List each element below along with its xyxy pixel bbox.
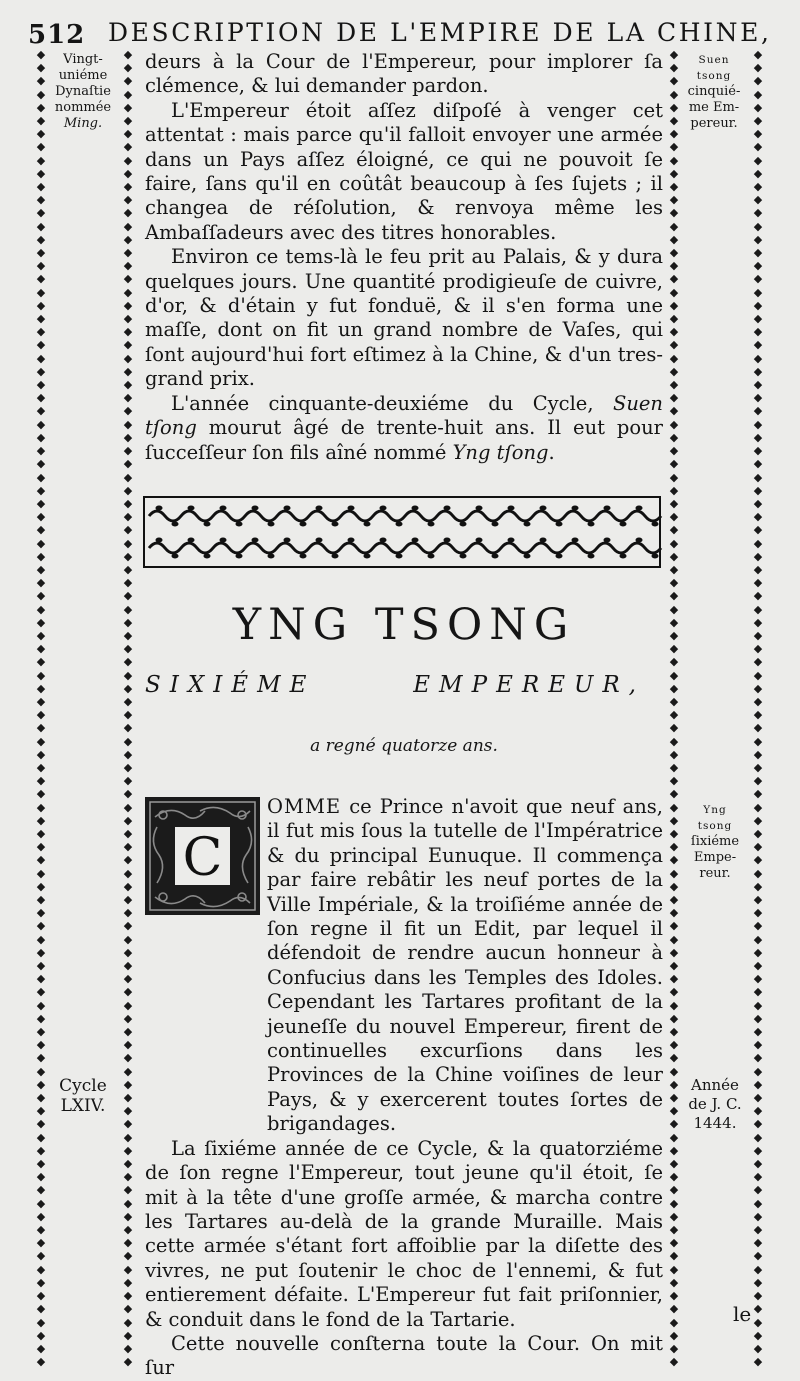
margin-note-line: Année [691, 1076, 739, 1094]
margin-note-line: Vingt- [63, 52, 103, 67]
vine-leaf [556, 554, 563, 559]
text-run: mourut âgé de trente-huit ans. Il eut pour ſucceſſeur ſon fils aîné nommé [145, 416, 663, 464]
vine-leaf [604, 538, 611, 543]
vine-leaf [604, 506, 611, 511]
vine-leaf [316, 538, 323, 543]
vine-leaf [476, 506, 483, 511]
vine-leaf [556, 522, 563, 527]
text-run: ce Prince n'avoit que neuf ans, il fut mis ſous la tutelle de l'Impératrice & du principal Eunuque. Il commença par faire rebâtir les neuf portes de la Ville Impériale, & la troiſiéme année de ſon regne il fit un Edit, par lequel il défendoit de rendre aucun honneur à Confucius dans les Temples des Idoles. Cependant les Tartares profitant de la jeuneſſe du nouvel Empereur, firent de continuelles excurſions dans les Provinces de la Chine voiſines de leur Pays, & y exercerent toutes ſortes de brigandages. [267, 795, 663, 1136]
reign-length: a regné quatorze ans. [310, 736, 498, 756]
chapter-title: YNG TSONG [232, 600, 576, 650]
vine-leaf [540, 538, 547, 543]
vine-leaf [636, 538, 643, 543]
vine-leaf [540, 506, 547, 511]
vine-leaf [588, 522, 595, 527]
margin-note-line: Suen [698, 54, 730, 66]
vine-leaf [508, 506, 515, 511]
vine-leaf [156, 538, 163, 543]
vine-leaf [188, 506, 195, 511]
vine-leaf [444, 538, 451, 543]
vine-leaf [428, 554, 435, 559]
text-run: L'année cinquante-deuxiéme du Cycle, [171, 391, 613, 415]
margin-note-dynasty [46, 52, 120, 132]
margin-note-yng-tsong [680, 802, 750, 882]
vine-leaf [380, 506, 387, 511]
text-block-yng-tsong [145, 795, 663, 1381]
margin-note-year [680, 1076, 750, 1133]
vine-leaf [460, 554, 467, 559]
vine-leaf [524, 554, 531, 559]
vine-leaf [252, 506, 259, 511]
vine-leaf [524, 522, 531, 527]
paragraph: Cette nouvelle conſterna toute la Cour. On mit ſur [145, 1331, 663, 1380]
first-word: OMME [267, 795, 342, 818]
ornamental-rule-inner-left: ◆ ◆ ◆ ◆ ◆ ◆ ◆ ◆ ◆ ◆ ◆ ◆ ◆ ◆ ◆ ◆ ◆ ◆ ◆ ◆ ◆ ◆ ◆ ◆ ◆ ◆ ◆ ◆ ◆ ◆ ◆ ◆ ◆ ◆ ◆ ◆ ◆ ◆ ◆ ◆ ◆ ◆ ◆ ◆ ◆ ◆ ◆ ◆ ◆ ◆ ◆ ◆ ◆ ◆ ◆ ◆ ◆ ◆ ◆ ◆ ◆ ◆ ◆ ◆ ◆ ◆ ◆ ◆ ◆ ◆ ◆ ◆ ◆ ◆ ◆ ◆ ◆ ◆ ◆ ◆ ◆ ◆ ◆ ◆ ◆ ◆ ◆ ◆ ◆ ◆ ◆ ◆ ◆ ◆ ◆ ◆ ◆ ◆ ◆ ◆ [123, 48, 133, 1369]
chapter-subtitle [145, 672, 663, 698]
margin-note-line: ſixiéme [690, 834, 740, 849]
vine-leaf [476, 538, 483, 543]
vine-leaf [220, 506, 227, 511]
margin-note-line: LXIV. [60, 1096, 106, 1116]
margin-note-suen-tsong [678, 52, 750, 132]
vine-leaf [236, 522, 243, 527]
margin-note-line: Ming. [63, 116, 103, 131]
vine-leaf [236, 554, 243, 559]
vine-leaf [364, 554, 371, 559]
margin-note-line: nommée [54, 100, 112, 115]
margin-note-cycle [46, 1076, 120, 1116]
drop-cap-letter: C [182, 828, 223, 888]
running-title: DESCRIPTION DE L'EMPIRE DE LA CHINE, [108, 18, 772, 47]
vine-leaf [348, 506, 355, 511]
vine-leaf [348, 538, 355, 543]
margin-note-line: Empe- [693, 850, 737, 865]
vine-leaf [396, 554, 403, 559]
vine-leaf [268, 522, 275, 527]
subtitle-word: EMPEREUR, [413, 672, 645, 698]
vine-leaf [588, 554, 595, 559]
page-number: 512 [28, 20, 86, 50]
text-block-suen-tsong [145, 50, 663, 465]
vine-leaf [396, 522, 403, 527]
text-run: . [548, 440, 555, 464]
margin-note-line: me Em- [688, 100, 740, 115]
name-italic: Yng tſong [452, 440, 549, 464]
name-italic: Suen tſong [145, 391, 663, 440]
vine-leaf [204, 554, 211, 559]
vine-leaf [636, 506, 643, 511]
subtitle-word: SIXIÉME [145, 672, 316, 698]
margin-note-line: Cycle [59, 1076, 107, 1096]
vine-leaf [412, 506, 419, 511]
margin-note-line: pereur. [690, 116, 738, 131]
vine-leaf [428, 522, 435, 527]
paragraph: La ſixiéme année de ce Cycle, & la quatorziéme de ſon regne l'Empereur, tout jeune qu'il étoit, ſe mit à la tête d'une groſſe armée, & marcha contre les Tartares au-delà de la grande Muraille. Mais cette armée s'étant fort affoiblie par la diſette des vivres, ne put ſoutenir le choc de l'ennemi, & fut entierement défaite. L'Empereur fut fait priſonnier, & conduit dans le fond de la Tartarie. [145, 1136, 663, 1331]
ornamental-rule-inner-right: ◆ ◆ ◆ ◆ ◆ ◆ ◆ ◆ ◆ ◆ ◆ ◆ ◆ ◆ ◆ ◆ ◆ ◆ ◆ ◆ ◆ ◆ ◆ ◆ ◆ ◆ ◆ ◆ ◆ ◆ ◆ ◆ ◆ ◆ ◆ ◆ ◆ ◆ ◆ ◆ ◆ ◆ ◆ ◆ ◆ ◆ ◆ ◆ ◆ ◆ ◆ ◆ ◆ ◆ ◆ ◆ ◆ ◆ ◆ ◆ ◆ ◆ ◆ ◆ ◆ ◆ ◆ ◆ ◆ ◆ ◆ ◆ ◆ ◆ ◆ ◆ ◆ ◆ ◆ ◆ ◆ ◆ ◆ ◆ ◆ ◆ ◆ ◆ ◆ ◆ ◆ ◆ ◆ ◆ ◆ ◆ ◆ ◆ ◆ ◆ [669, 48, 679, 1369]
vine-leaf [572, 506, 579, 511]
paragraph: deurs à la Cour de l'Empereur, pour implorer ſa clémence, & lui demander pardon. [145, 50, 663, 98]
vine-leaf [316, 506, 323, 511]
vine-leaf [220, 538, 227, 543]
margin-note-line: cinquié- [687, 84, 741, 99]
vine-leaf [204, 522, 211, 527]
vine-leaf [492, 522, 499, 527]
vine-leaf [364, 522, 371, 527]
ornamental-rule-outer-right: ◆ ◆ ◆ ◆ ◆ ◆ ◆ ◆ ◆ ◆ ◆ ◆ ◆ ◆ ◆ ◆ ◆ ◆ ◆ ◆ ◆ ◆ ◆ ◆ ◆ ◆ ◆ ◆ ◆ ◆ ◆ ◆ ◆ ◆ ◆ ◆ ◆ ◆ ◆ ◆ ◆ ◆ ◆ ◆ ◆ ◆ ◆ ◆ ◆ ◆ ◆ ◆ ◆ ◆ ◆ ◆ ◆ ◆ ◆ ◆ ◆ ◆ ◆ ◆ ◆ ◆ ◆ ◆ ◆ ◆ ◆ ◆ ◆ ◆ ◆ ◆ ◆ ◆ ◆ ◆ ◆ ◆ ◆ ◆ ◆ ◆ ◆ ◆ ◆ ◆ ◆ ◆ ◆ ◆ ◆ ◆ ◆ ◆ ◆ ◆ [753, 48, 763, 1369]
vine-ornament-band [143, 496, 661, 568]
paragraph [145, 392, 663, 465]
vine-leaf [444, 506, 451, 511]
vine-leaf [652, 522, 659, 527]
vine-stroke [149, 543, 661, 553]
margin-note-line: reur. [699, 866, 731, 881]
vine-leaf [492, 554, 499, 559]
vine-leaf [460, 522, 467, 527]
vine-leaf [268, 554, 275, 559]
vine-leaf [284, 538, 291, 543]
vine-leaf [380, 538, 387, 543]
vine-leaf [508, 538, 515, 543]
vine-leaf [252, 538, 259, 543]
margin-note-line: Dynaſtie [55, 84, 111, 99]
paragraph: Environ ce tems-là le feu prit au Palais, & y dura quelques jours. Une quantité prodigieuſe de cuivre, d'or, & d'étain y fut fonduë, & il s'en forma une maſſe, dont on fit un grand nombre de Vaſes, qui ſont aujourd'hui fort eſtimez à la Chine, & d'un tres-grand prix. [145, 245, 663, 391]
vine-leaf [620, 522, 627, 527]
margin-note-line: Yng [703, 804, 727, 816]
catchword: le [733, 1302, 752, 1326]
vine-leaf [172, 522, 179, 527]
vine-leaf [620, 554, 627, 559]
paragraph: L'Empereur étoit aſſez diſpoſé à venger cet attentat : mais parce qu'il falloit envoyer une armée dans un Pays aſſez éloigné, ce qui ne pouvoit ſe faire, ſans qu'il en coûtât beaucoup à ſes ſujets ; il changea de réſolution, & renvoya même les Ambaſſadeurs avec des titres honorables. [145, 98, 663, 244]
paragraph [267, 795, 663, 1137]
vine-leaf [300, 522, 307, 527]
vine-stroke [149, 511, 661, 521]
margin-note-line: tsong [697, 820, 733, 832]
margin-note-line: de J. C. [688, 1095, 742, 1113]
ornamental-rule-outer-left: ◆ ◆ ◆ ◆ ◆ ◆ ◆ ◆ ◆ ◆ ◆ ◆ ◆ ◆ ◆ ◆ ◆ ◆ ◆ ◆ ◆ ◆ ◆ ◆ ◆ ◆ ◆ ◆ ◆ ◆ ◆ ◆ ◆ ◆ ◆ ◆ ◆ ◆ ◆ ◆ ◆ ◆ ◆ ◆ ◆ ◆ ◆ ◆ ◆ ◆ ◆ ◆ ◆ ◆ ◆ ◆ ◆ ◆ ◆ ◆ ◆ ◆ ◆ ◆ ◆ ◆ ◆ ◆ ◆ ◆ ◆ ◆ ◆ ◆ ◆ ◆ ◆ ◆ ◆ ◆ ◆ ◆ ◆ ◆ ◆ ◆ ◆ ◆ ◆ ◆ ◆ ◆ ◆ ◆ ◆ ◆ ◆ ◆ ◆ ◆ [36, 48, 46, 1369]
vine-leaf [284, 506, 291, 511]
vine-leaf [652, 554, 659, 559]
vine-leaf [332, 554, 339, 559]
vine-leaf [300, 554, 307, 559]
vine-leaf [332, 522, 339, 527]
vine-leaf [156, 506, 163, 511]
vine-leaf [188, 538, 195, 543]
vine-leaf [572, 538, 579, 543]
vine-leaf [412, 538, 419, 543]
vine-leaf [172, 554, 179, 559]
margin-note-line: tsong [696, 70, 732, 82]
margin-note-line: uniéme [58, 68, 108, 83]
margin-note-line: 1444. [693, 1114, 737, 1132]
